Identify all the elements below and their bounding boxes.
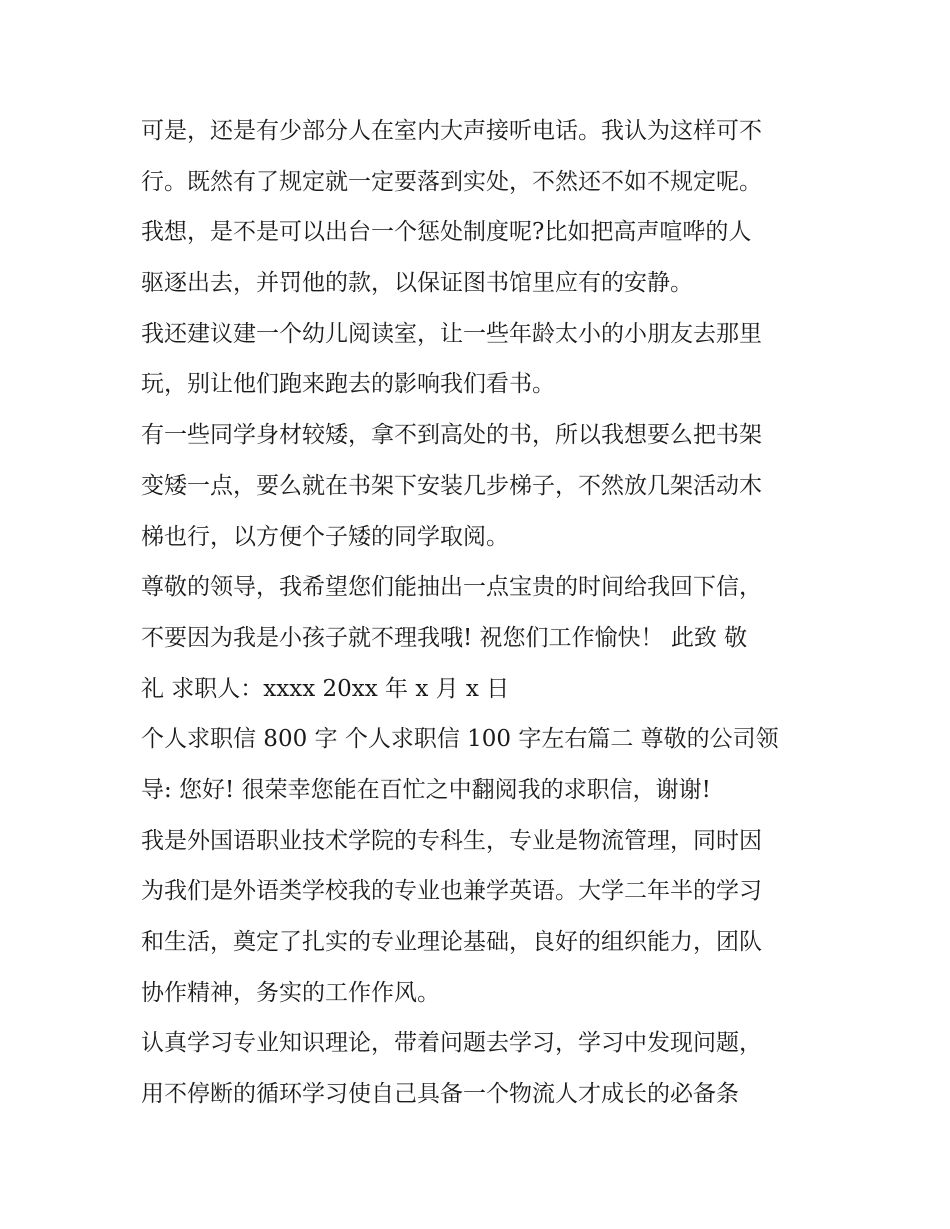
document-body	[141, 106, 821, 1120]
paragraph-self-introduction	[141, 816, 821, 1019]
paragraph-letter-two-greeting	[141, 714, 821, 815]
text-line: 为我们是外语类学校我的专业也兼学英语。大学二年半的学习	[141, 878, 762, 905]
text-line: 梯也行，以方便个子矮的同学取阅。	[141, 523, 509, 550]
text-line: 行。既然有了规定就一定要落到实处，不然还不如不规定呢。	[141, 168, 762, 195]
text-line: 变矮一点，要么就在书架下安装几步梯子，不然放几架活动木	[141, 472, 762, 499]
text-line: 我是外国语职业技术学院的专科生，专业是物流管理，同时因	[141, 827, 762, 854]
text-line: 认真学习专业知识理论，带着问题去学习，学习中发现问题，	[141, 1030, 762, 1057]
text-line: 礼 求职人：xxxx 20xx 年 x 月 x 日	[141, 675, 510, 702]
text-line: 用不停断的循环学习使自己具备一个物流人才成长的必备条	[141, 1081, 739, 1108]
text-line: 导: 您好! 很荣幸您能在百忙之中翻阅我的求职信，谢谢!	[141, 776, 711, 803]
text-line: 协作精神，务实的工作作风。	[141, 979, 440, 1006]
text-line: 驱逐出去，并罚他的款，以保证图书馆里应有的安静。	[141, 270, 693, 297]
text-line: 尊敬的领导，我希望您们能抽出一点宝贵的时间给我回下信，	[141, 574, 762, 601]
paragraph-bookshelf-ladder	[141, 410, 821, 562]
paragraph-phone-complaint	[141, 106, 821, 309]
text-line: 我想，是不是可以出台一个惩处制度呢?比如把高声喧哗的人	[141, 219, 752, 246]
paragraph-study-approach	[141, 1018, 821, 1119]
text-line: 个人求职信 800 字 个人求职信 100 字左右篇二 尊敬的公司领	[141, 726, 779, 753]
paragraph-children-reading-room	[141, 309, 821, 410]
text-line: 和生活，奠定了扎实的专业理论基础，良好的组织能力，团队	[141, 929, 762, 955]
text-line: 有一些同学身材较矮，拿不到高处的书，所以我想要么把书架	[141, 422, 762, 449]
text-line: 可是，还是有少部分人在室内大声接听电话。我认为这样可不	[141, 118, 762, 144]
paragraph-closing-signature	[141, 562, 821, 714]
text-line: 不要因为我是小孩子就不理我哦! 祝您们工作愉快！ 此致 敬	[141, 624, 748, 651]
text-line: 我还建议建一个幼儿阅读室，让一些年龄太小的小朋友去那里	[141, 320, 762, 347]
text-line: 玩，别让他们跑来跑去的影响我们看书。	[141, 371, 555, 398]
